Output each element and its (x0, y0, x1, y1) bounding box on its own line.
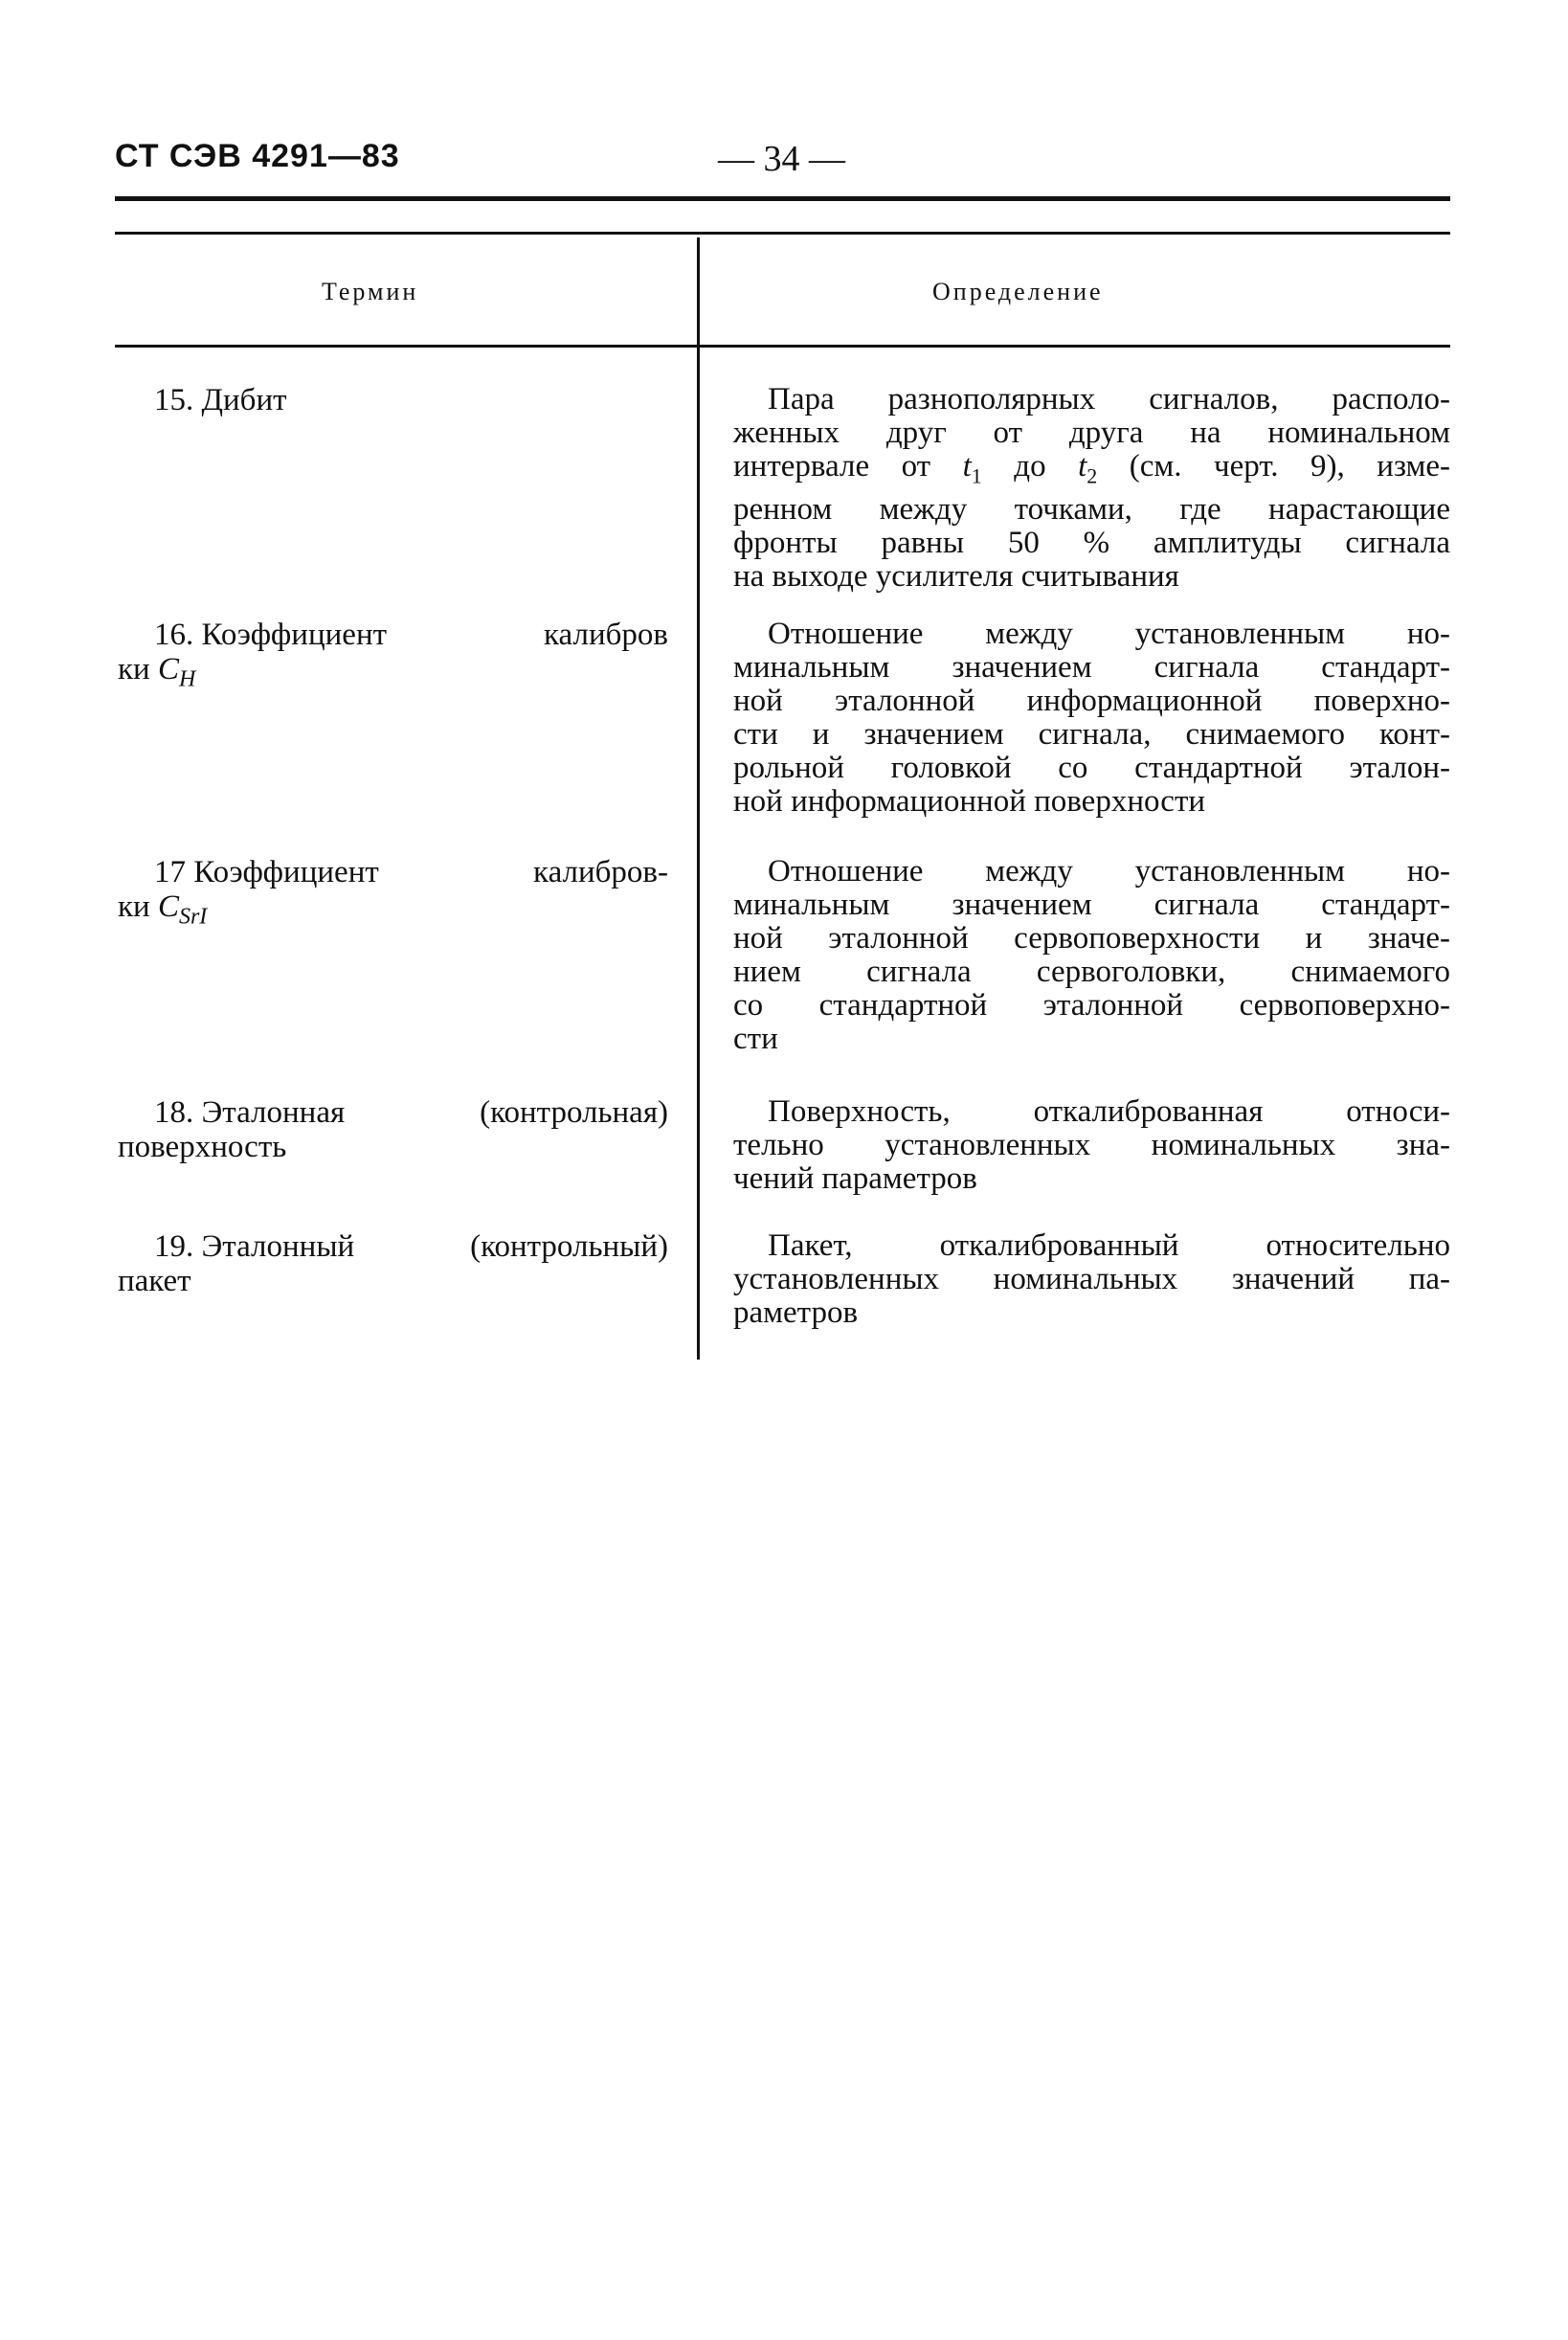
definition-line: сти (733, 1022, 778, 1056)
term-name: Дибит (201, 383, 287, 417)
header-rule (115, 196, 1450, 201)
term-name: Эталонная (201, 1095, 346, 1130)
definition-line: Отношение между установленным но- (768, 854, 1450, 889)
term-symbol: C (157, 889, 179, 924)
term-symbol: C (157, 652, 179, 686)
definition-line: Поверхность, откалиброванная относи- (768, 1094, 1450, 1129)
term-cell (118, 1095, 668, 1164)
definition-line: Отношение между установленным но- (768, 617, 1450, 651)
definition-line: женных друг от друга на номинальном (733, 416, 1450, 450)
document-code: СТ СЭВ 4291—83 (115, 138, 400, 174)
term-number: 17 (154, 855, 186, 889)
term-name: Коэффициент (201, 618, 388, 652)
term-symbol-subscript: SrI (178, 904, 208, 930)
term-name: калибров (544, 618, 668, 652)
definition-line: минальным значением сигнала стандарт- (733, 888, 1450, 922)
definition-line: Пакет, откалиброванный относительно (768, 1228, 1450, 1263)
term-cell (118, 1229, 668, 1298)
term-number: 15. (154, 383, 194, 417)
column-header-definition: Определение (932, 278, 1104, 305)
table-top-rule (115, 232, 1450, 235)
term-number: 18. (154, 1095, 194, 1130)
definition-line: ной эталонной сервоповерхности и значе- (733, 921, 1450, 956)
term-cell (118, 618, 668, 697)
definition-cell (733, 1229, 1450, 1330)
definition-line: чений параметров (733, 1161, 977, 1196)
definition-cell (733, 855, 1450, 1056)
definition-line: рольной головкой со стандартной эталон- (733, 751, 1450, 785)
definition-line: Пара разнополярных сигналов, располо- (768, 382, 1450, 416)
definition-cell (733, 618, 1450, 819)
definition-line: фронты равны 50 % амплитуды сигнала (733, 525, 1450, 560)
term-name: Эталонный (201, 1229, 355, 1264)
column-header-term: Термин (322, 278, 419, 305)
definition-line: минальным значением сигнала стандарт- (733, 650, 1450, 685)
term-number: 16. (154, 618, 194, 652)
term-name: ки (118, 652, 150, 686)
term-cell (118, 855, 668, 934)
term-name: (контрольный) (470, 1229, 668, 1264)
definition-line: ной информационной поверхности (733, 784, 1206, 819)
table-head-rule (115, 345, 1450, 348)
term-number: 19. (154, 1229, 194, 1264)
column-divider (697, 237, 700, 1360)
term-name: ки (118, 889, 150, 924)
definition-line: на выходе усилителя считывания (733, 558, 1179, 594)
term-name: Коэффициент (193, 855, 379, 889)
term-name: калибров- (533, 855, 668, 889)
definition-cell (733, 383, 1450, 594)
definition-line: раметров (733, 1295, 859, 1330)
page-number: — 34 — (718, 139, 845, 179)
term-cell (118, 383, 668, 417)
definition-cell (733, 1095, 1450, 1196)
definition-line-formula: интервале от $t_1$ до $t_2$ (см. черт. 9), изме- (733, 449, 1451, 488)
term-name: поверхность (118, 1130, 287, 1164)
definition-line: ренном между точками, где нарастающие (733, 491, 1450, 527)
term-symbol-subscript: H (178, 666, 196, 692)
definition-line: нием сигнала сервоголовки, снимаемого (733, 955, 1450, 989)
term-name: (контрольная) (480, 1095, 668, 1130)
definition-line: со стандартной эталонной сервоповерхно- (733, 988, 1450, 1023)
definition-line: установленных номинальных значений па- (733, 1262, 1450, 1296)
page-header (115, 134, 1450, 191)
definition-line: сти и значением сигнала, снимаемого конт- (733, 717, 1450, 752)
term-name: пакет (118, 1264, 191, 1298)
definition-line: ной эталонной информационной поверхно- (733, 684, 1450, 718)
definition-line: тельно установленных номинальных зна- (733, 1128, 1450, 1162)
